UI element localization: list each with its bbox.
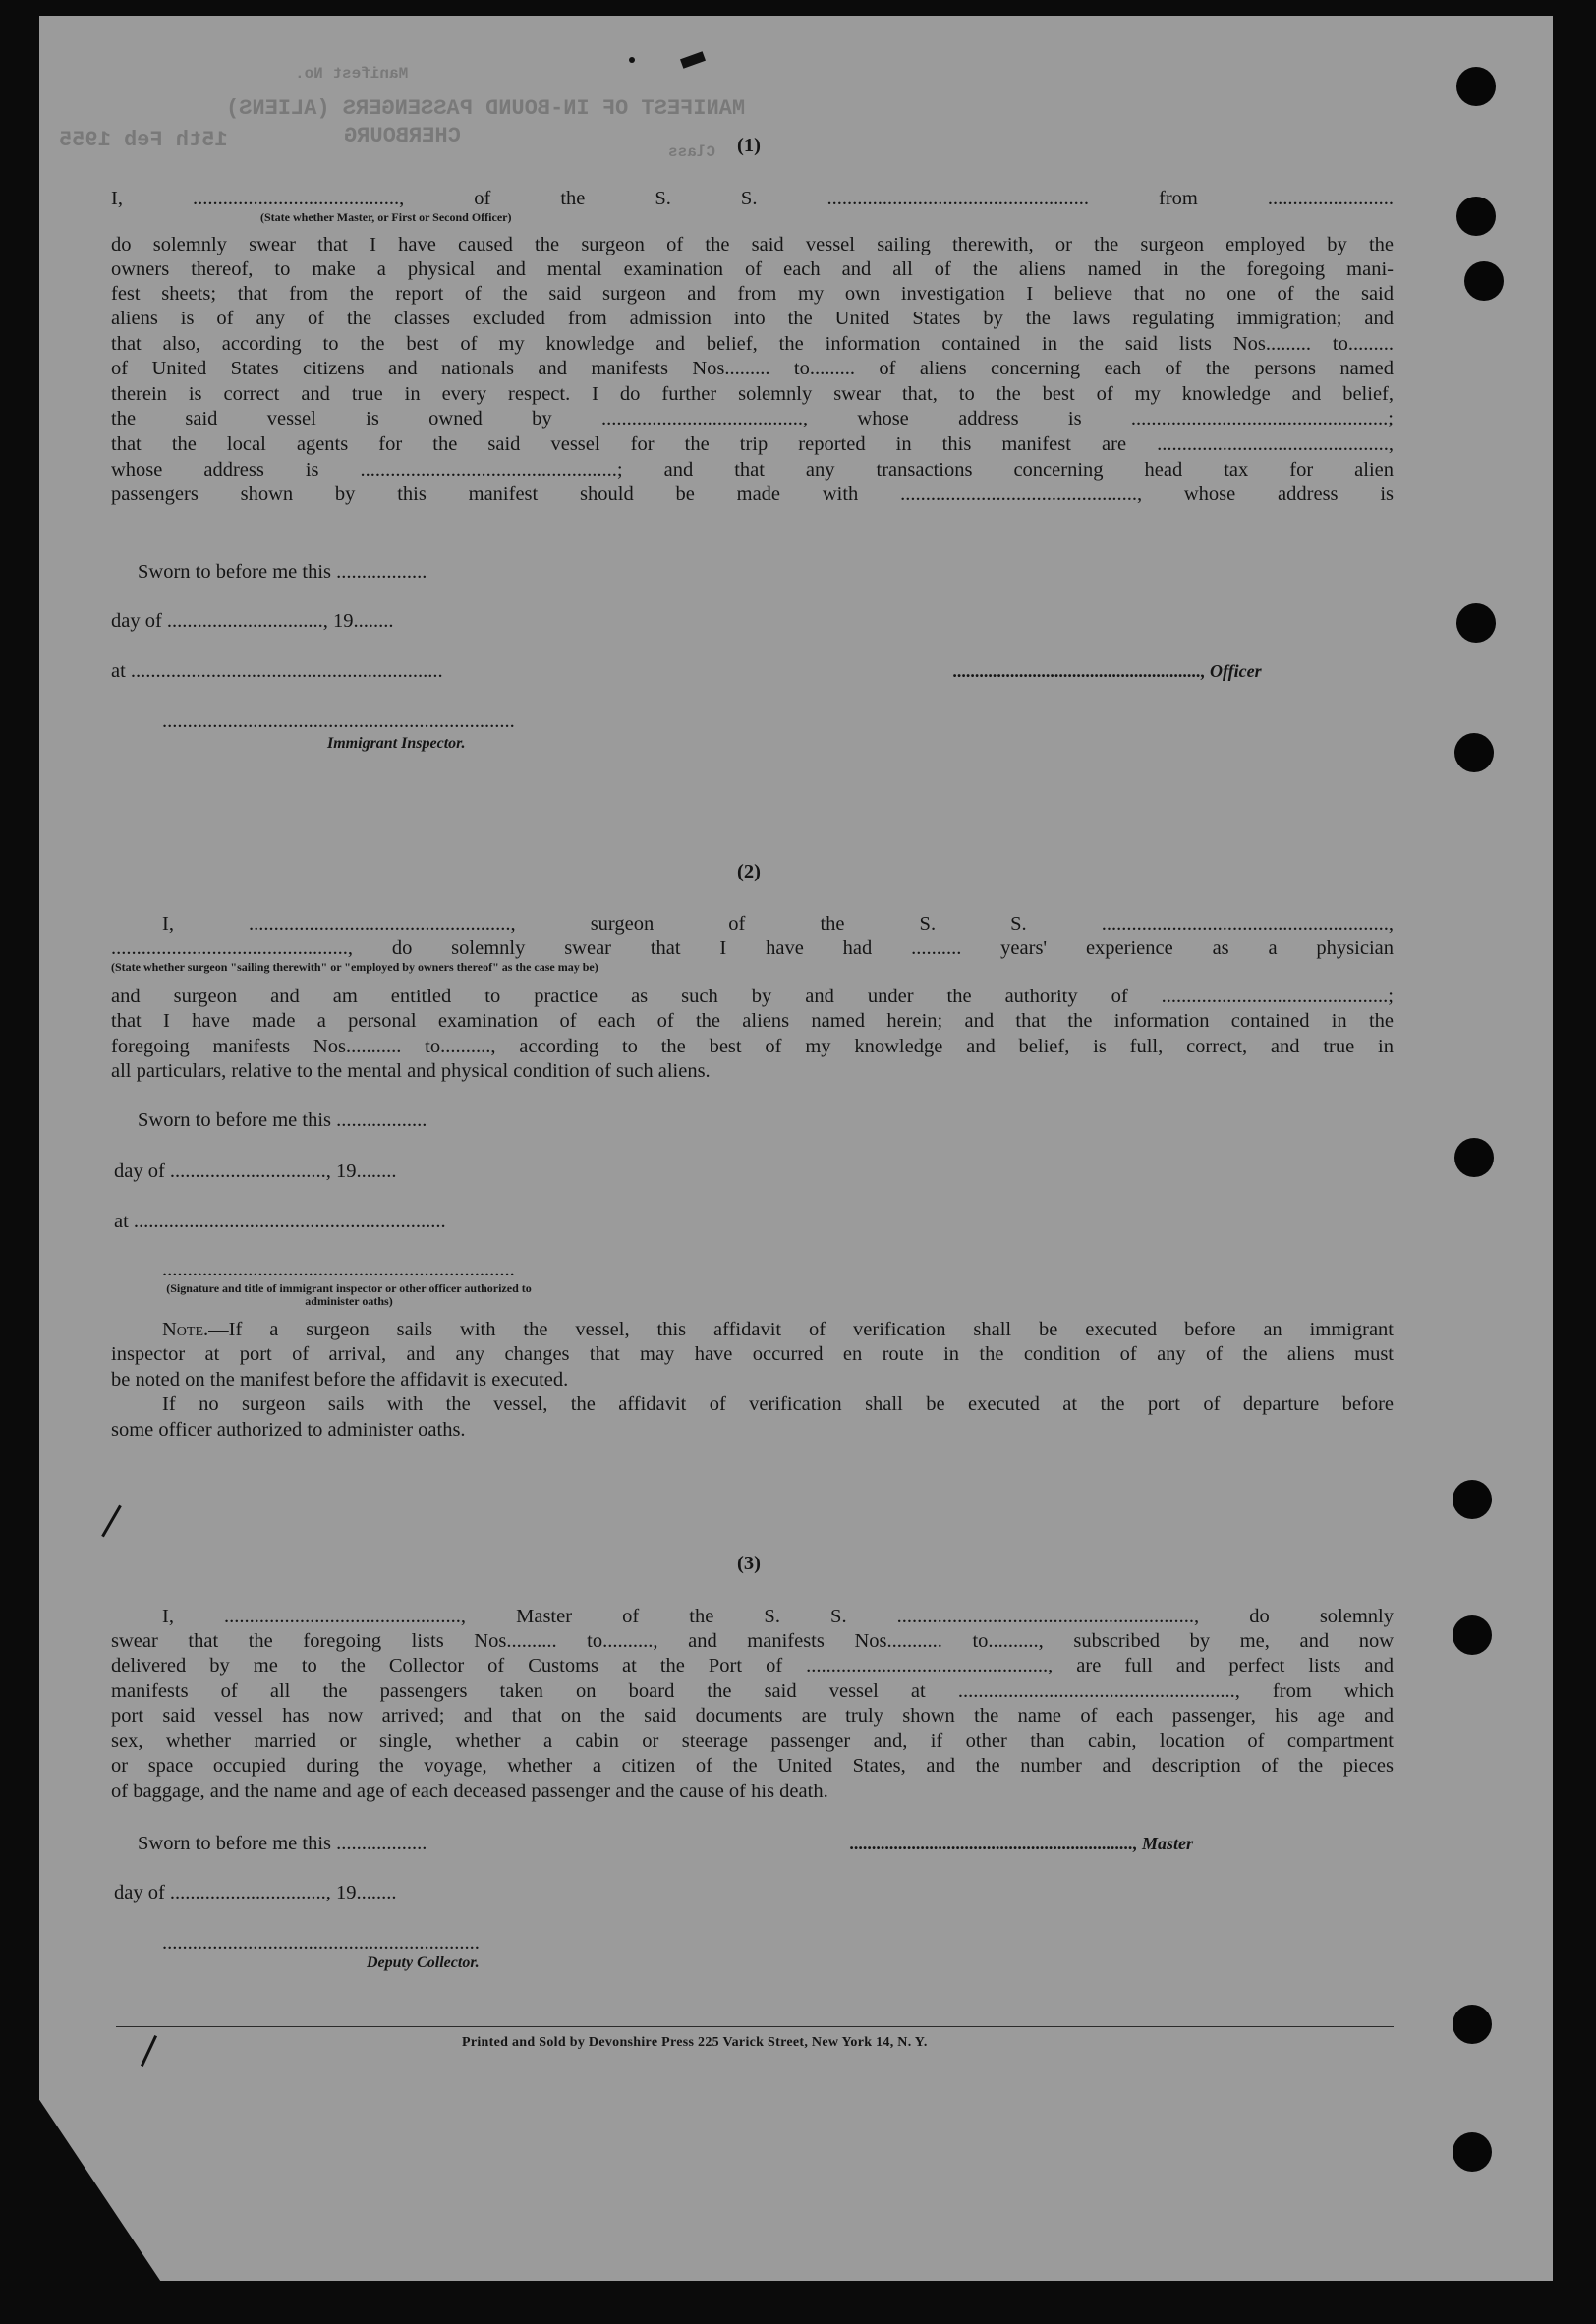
punch-hole xyxy=(1454,1138,1494,1177)
section3-body-line: manifests of all the passengers taken on board the said vessel at ......................................................., from which xyxy=(111,1680,1394,1702)
note-text: —If a surgeon sails with the vessel, this affidavit of verification shall be executed before an immigrant xyxy=(208,1319,1394,1340)
bleed-title-line1: MANIFEST OF IN-BOUND PASSENGERS (ALIENS) xyxy=(226,96,746,121)
section1-line1: I, ........................................., of the S. S. .................................................... from ......................... xyxy=(111,188,1394,209)
section1-body-line: therein is correct and true in every respect. I do further solemnly swear that, to the best of my knowledge and belief, xyxy=(111,383,1394,405)
section3-body-line: swear that the foregoing lists Nos.......... to.........., and manifests Nos........... to.........., subscribed by me, and now xyxy=(111,1630,1394,1652)
section2-note2-line: If no surgeon sails with the vessel, the affidavit of verification shall be executed at the port of departure before xyxy=(162,1393,1394,1415)
section1-inspector-caption: Immigrant Inspector. xyxy=(327,735,466,752)
section1-body-line: that the local agents for the said vessel for the trip reported in this manifest are .............................................., xyxy=(111,433,1394,455)
section1-caption: (State whether Master, or First or Second Officer) xyxy=(260,210,512,224)
section2-at: at .............................................................. xyxy=(114,1211,446,1232)
section3-body-line: sex, whether married or single, whether a cabin or steerage passenger and, if other than cabin, location of compartment xyxy=(111,1730,1394,1752)
ink-mark xyxy=(629,57,635,63)
section2-body-line: foregoing manifests Nos........... to.........., according to the best of my knowledge and belief, is full, correct, and true in xyxy=(111,1036,1394,1057)
footer-rule xyxy=(116,2026,1394,2027)
section2-sworn: Sworn to before me this .................. xyxy=(138,1109,428,1131)
punch-hole xyxy=(1453,2005,1492,2044)
section3-body-line: I, ..............................................., Master of the S. S. ..........................................................., do solemnly xyxy=(162,1606,1394,1627)
section2-signature-caption: (Signature and title of immigrant inspector or other officer authorized to administer oaths) xyxy=(166,1281,532,1308)
section3-collector-caption: Deputy Collector. xyxy=(367,1955,480,1971)
section2-body-line: and surgeon and am entitled to practice as such by and under the authority of .............................................; xyxy=(111,986,1394,1007)
section2-caption: (State whether surgeon "sailing therewith" or "employed by owners thereof" as the case may be) xyxy=(111,960,598,974)
section1-body-line: passengers shown by this manifest should be made with ..............................................., whose address is xyxy=(111,483,1394,505)
section3-body-line: port said vessel has now arrived; and that on the said documents are truly shown the name of each passenger, his age and xyxy=(111,1705,1394,1727)
section1-inspector-line: ...................................................................... xyxy=(162,710,515,732)
section2-note-line: inspector at port of arrival, and any changes that may have occurred en route in the condition of any of the aliens must xyxy=(111,1343,1394,1365)
section2-signature-line: ...................................................................... xyxy=(162,1259,515,1280)
section3-collector-line: ............................................................... xyxy=(162,1932,480,1954)
section1-body-line: aliens is of any of the classes excluded from admission into the United States by the laws regulating immigration; and xyxy=(111,308,1394,329)
section1-body-line: fest sheets; that from the report of the said surgeon and from my own investigation I believe that no one of the said xyxy=(111,283,1394,305)
section2-line2: ..............................................., do solemnly swear that I have had .......... years' experience as a physician xyxy=(111,937,1394,959)
section2-note2-line: some officer authorized to administer oaths. xyxy=(111,1419,466,1441)
punch-hole xyxy=(1453,1480,1492,1519)
punch-hole xyxy=(1456,197,1496,236)
punch-hole xyxy=(1453,1615,1492,1655)
printer-imprint: Printed and Sold by Devonshire Press 225 Varick Street, New York 14, N. Y. xyxy=(462,2035,928,2050)
punch-hole xyxy=(1456,67,1496,106)
section2-note-line xyxy=(162,1318,1394,1342)
section1-body-line: the said vessel is owned by ........................................, whose address is ...................................................; xyxy=(111,408,1394,429)
bleed-class: Class xyxy=(668,143,716,161)
section3-body-line: delivered by me to the Collector of Customs at the Port of ................................................, are full and perfect lists and xyxy=(111,1655,1394,1676)
section2-note-line: be noted on the manifest before the affidavit is executed. xyxy=(111,1369,569,1390)
bleed-title-line2: CHERBOURG xyxy=(344,124,461,148)
punch-hole xyxy=(1456,603,1496,643)
note-label: Note. xyxy=(162,1319,209,1340)
section1-body-line: whose address is ...................................................; and that any transactions concerning head tax for alien xyxy=(111,459,1394,481)
section1-officer-line: ........................................................, Officer xyxy=(953,661,1262,681)
punch-hole xyxy=(1454,733,1494,772)
bleed-manifest-no: Manifest No. xyxy=(295,65,409,83)
section1-body-line: that also, according to the best of my knowledge and belief, the information contained in the said lists Nos......... to......... xyxy=(111,333,1394,355)
section3-number: (3) xyxy=(737,1553,761,1574)
section2-body-line: all particulars, relative to the mental and physical condition of such aliens. xyxy=(111,1060,711,1082)
section1-body-line: owners thereof, to make a physical and mental examination of each and all of the aliens named in the foregoing mani- xyxy=(111,258,1394,280)
section3-sworn: Sworn to before me this .................. xyxy=(138,1833,428,1854)
section2-line1: I, ...................................................., surgeon of the S. S. ........................................................., xyxy=(162,913,1394,935)
section2-body-line: that I have made a personal examination of each of the aliens named herein; and that the information contained in the xyxy=(111,1010,1394,1032)
section1-sworn: Sworn to before me this .................. xyxy=(138,561,428,583)
section3-master-line: ................................................................, Master xyxy=(850,1834,1194,1853)
section2-number: (2) xyxy=(737,861,761,882)
punch-hole xyxy=(1464,261,1504,301)
section2-day: day of ..............................., 19........ xyxy=(114,1161,397,1182)
bleed-date: 15th Feb 1955 xyxy=(59,128,228,152)
section1-body-line: of United States citizens and nationals and manifests Nos......... to......... of aliens concerning each of the persons named xyxy=(111,358,1394,379)
punch-hole xyxy=(1453,2132,1492,2172)
section3-body-line: of baggage, and the name and age of each deceased passenger and the cause of his death. xyxy=(111,1781,828,1802)
section3-body-line: or space occupied during the voyage, whether a citizen of the United States, and the number and description of the pieces xyxy=(111,1755,1394,1777)
section3-day: day of ..............................., 19........ xyxy=(114,1882,397,1903)
section1-day: day of ..............................., 19........ xyxy=(111,610,394,632)
section1-body-line: do solemnly swear that I have caused the surgeon of the said vessel sailing therewith, or the surgeon employed by the xyxy=(111,234,1394,255)
section1-at: at .............................................................. xyxy=(111,660,443,682)
section1-number: (1) xyxy=(737,135,761,156)
